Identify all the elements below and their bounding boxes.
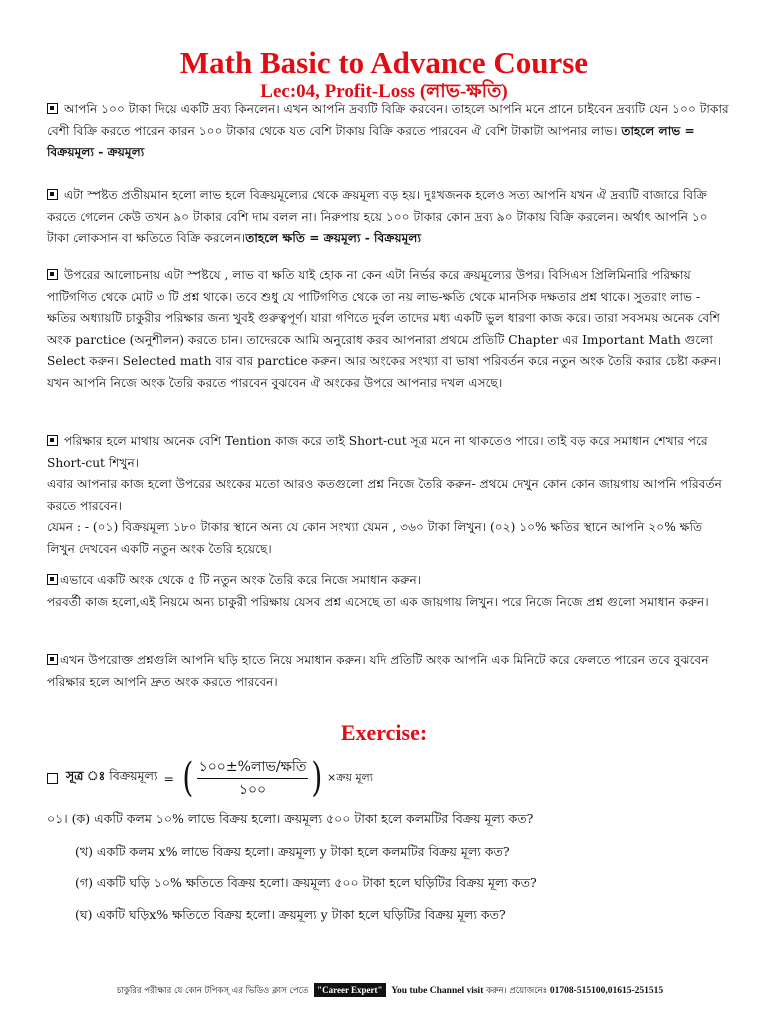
exercise-question: (গ) একটি ঘড়ি ১০% ক্ষতিতে বিক্রয় হলো। ক্রয়মূল্য ৫০০ টাকা হলে ঘড়িটির বিক্রয় মূল্য কত? [75,875,537,890]
exercise-question: ০১। (ক) একটি কলম ১০% লাভে বিক্রয় হলো। ক্রয়মূল্য ৫০০ টাকা হলে কলমটির বিক্রয় মূল্য কত? [47,811,534,826]
square-bullet-icon [47,574,58,585]
page-title: Math Basic to Advance Course [179,45,589,80]
footer-contact-label: প্রয়োজনেঃ [509,986,548,996]
square-bullet-icon [47,189,58,200]
paragraph-timed-practice [47,650,730,693]
formula-denominator: ১০০ [238,781,267,798]
checkbox-icon [47,773,58,784]
square-bullet-icon [47,269,58,280]
left-paren-icon: ( [182,755,194,801]
square-bullet-icon [47,654,58,665]
paragraph-text: এখন উপরোক্ত প্রশ্নগুলি আপনি ঘড়ি হাতে নিয়ে সমাধান করুন। যদি প্রতিটি অংক আপনি এক মিনিটে করে ফেলতে পারেন তবে বুঝবেন পরিক্ষার হলে আপনি দ্রুত অংক করতে পারবেন। [47,653,709,689]
paragraph-loss-intro [47,185,730,250]
exercise-question: (ঘ) একটি ঘড়িx% ক্ষতিতে বিক্রয় হলো। ক্রয়মূল্য y টাকা হলে ঘড়িটির বিক্রয় মূল্য কত? [75,907,506,922]
footer-prefix: চাকুরির পরীক্ষার যে কোন টপিকস্ এর ভিডিও ক্লাস পেতে [116,986,309,996]
footer-phone-numbers: 01708-515100,01615-251515 [549,986,664,996]
selling-price-formula [47,755,547,801]
right-paren-icon: ) [311,755,323,801]
formula-multiplier: ×ক্রয় মূল্য [327,770,373,784]
paragraph-text: আপনি ১০০ টাকা দিয়ে একটি দ্রব্য কিনলেন। এখন আপনি দ্রব্যটি বিক্রি করবেন। তাহলে আপনি মনে প্রানে চাইবেন দ্রব্যটি যেন ১০০ টাকার বেশী বিক্রি করতে পারেন কারন ১০০ টাকার থেকে যত বেশি টাকায় বিক্রি করতে পারবেন ঐ বেশি টাকাটা আপনার লাভ। [47,102,729,138]
paragraph-practice-advice [47,265,730,394]
paragraph-text-2: পরবর্তী কাজ হলো,এই নিয়মে অন্য চাকুরী পরিক্ষায় যেসব প্রশ্ন এসেছে তা এক জায়গায় লিখুন। পরে নিজে নিজে প্রশ্ন গুলো সমাধান করুন। [47,594,709,609]
formula-numerator: ১০০±%লাভ/ক্ষতি [197,758,309,779]
exercise-question: (খ) একটি কলম x% লাভে বিক্রয় হলো। ক্রয়মূল্য y টাকা হলে কলমটির বিক্রয় মূল্য কত? [75,844,510,859]
paragraph-create-problems [47,570,730,613]
paragraph-text: এটা স্পষ্টত প্রতীয়মান হলো লাভ হলে বিক্রয়মূল্যের থেকে ক্রয়মূল্য বড় হয়। দুঃখজনক হলেও সত্য আপনি যখন ঐ দ্রব্যটি বাজারে বিক্রি করতে গেলেন কেউ তখন ৯০ টাকার বেশি দাম বলল না। নিরুপায় হয়ে ১০০ টাকার কোন দ্রব্য ৯০ টাকায় বিক্রি করলেন। অর্থাৎ আপনি ১০ টাকা লোকসান বা ক্ষতিতে বিক্রি করলেন। [47,188,708,245]
paragraph-text-2: এবার আপনার কাজ হলো উপরের অংকের মতো আরও কতগুলো প্রশ্ন নিজে তৈরি করুন- প্রথমে দেখুন কোন কোন জায়গায় আপনি পরিবর্তন করতে পারবেন। [47,477,722,513]
paragraph-profit-intro [47,99,730,164]
profit-formula-text: তাহলে লাভ = বিক্রয়মূল্য - ক্রয়মূল্য [47,123,695,159]
formula-equals: = [163,770,174,786]
lecture-subtitle: Lec:04, Profit-Loss (লাভ-ক্ষতি) [260,81,508,102]
square-bullet-icon [47,103,58,114]
paragraph-text: পরিক্ষার হলে মাথায় অনেক বেশি Tention কাজ করে তাই Short-cut সূত্র মনে না থাকতেও পারে। তাই বড় করে সমাধান শেখার পরে Short-cut শিখুন। [47,434,708,470]
footer-channel-suffix: করুন। [486,986,507,996]
career-expert-badge: "Career Expert" [314,983,385,997]
loss-formula-text: তাহলে ক্ষতি = ক্রয়মূল্য - বিক্রয়মূল্য [245,231,422,245]
paragraph-text: উপরের আলোচনায় এটা স্পষ্টযে , লাভ বা ক্ষতি যাই হোক না কেন এটা নির্ভর করে ক্রয়মূল্যের উপর। বিসিএস প্রিলিমিনারি পরিক্ষায় পাটিগণিত থেকে মোট ৩ টি প্রশ্ন থাকে। তবে শুধু যে পাটিগণিত থেকে তা নয় লাভ-ক্ষতি থেকে মানসিক দক্ষতার প্রশ্ন থাকে। সুতরাং লাভ - ক্ষতির অধ্যায়টি চাকুরীর পরিক্ষার জন্য খুবই গুরুত্বপূর্ণ। যারা গণিতে দুর্বল তাদের মধ্য একটি ভুল ধারণা কাজ করে। তারা সবসময় অনেক বেশি অংক parctice (অনুশীলন) করতে চান। তাদেরকে আমি অনুরোধ করব আপনারা প্রথমে প্রতিটি Chapter এর Important Math গুলো Select করুন। Selected math বার বার parctice করুন। আর অংকের সংখ্যা বা ভাষা পরিবর্তন করে নতুন অংক তৈরি করার চেষ্টা করুন। যখন আপনি নিজে অংক তৈরি করতে পারবেন বুঝবেন ঐ অংকের উপরে আপনার দখল এসছে। [47,268,722,390]
paragraph-text: এভাবে একটি অংক থেকে ৫ টি নতুন অংক তৈরি করে নিজে সমাধান করুন। [60,573,422,587]
formula-fraction [197,758,309,799]
paragraph-text-example: যেমন : - (০১) বিক্রয়মূল্য ১৮০ টাকার স্থানে অন্য যে কোন সংখ্যা যেমন , ৩৬০ টাকা লিখুন। (০২) ১০% ক্ষতির স্থানে আপনি ২০% ক্ষতি লিখুন দেখবেন একটি নতুন অংক তৈরি হয়েছে। [47,520,703,556]
formula-lhs: বিক্রয়মূল্য [109,768,158,783]
formula-label: সূত্র ঃ [66,768,106,783]
square-bullet-icon [47,435,58,446]
paragraph-shortcut-advice [47,431,730,560]
exercise-heading: Exercise: [340,720,428,745]
footer-promo [50,983,730,998]
youtube-channel-text: You tube Channel visit [391,986,484,996]
